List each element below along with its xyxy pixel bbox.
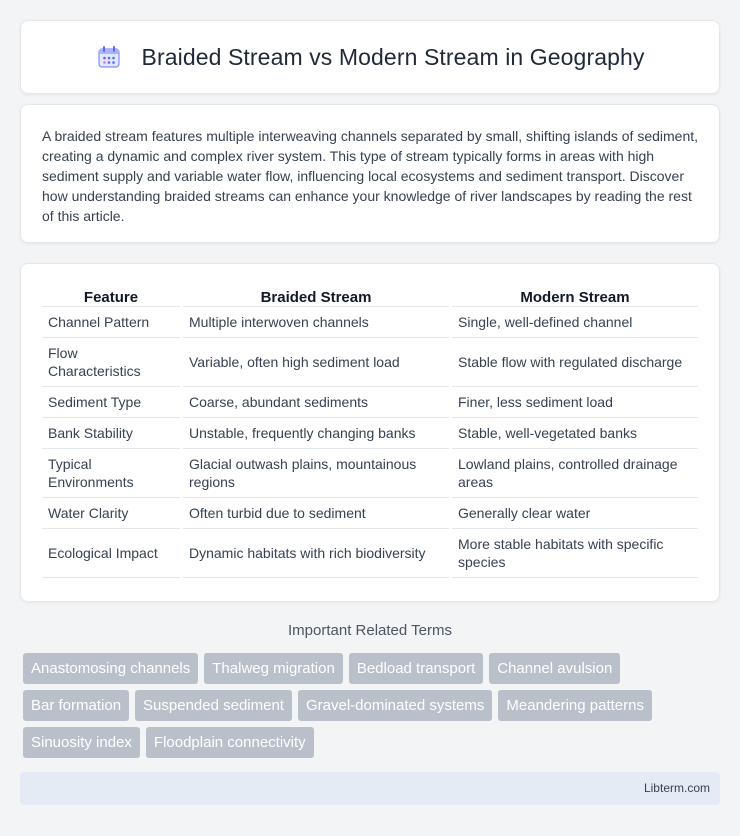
table-cell: Stable flow with regulated discharge bbox=[452, 338, 698, 387]
tag-thalweg-migration[interactable]: Thalweg migration bbox=[204, 653, 343, 684]
table-cell: Generally clear water bbox=[452, 498, 698, 529]
tag-suspended-sediment[interactable]: Suspended sediment bbox=[135, 690, 292, 721]
header-modern-stream: Modern Stream bbox=[452, 285, 698, 307]
table-cell: Water Clarity bbox=[42, 498, 180, 529]
table-cell: Lowland plains, controlled drainage areas bbox=[452, 449, 698, 498]
table-cell: Bank Stability bbox=[42, 418, 180, 449]
header-feature: Feature bbox=[42, 285, 180, 307]
intro-card bbox=[20, 104, 720, 243]
footer-brand-link[interactable]: Libterm.com bbox=[643, 781, 710, 795]
related-terms-list bbox=[23, 653, 723, 764]
comparison-table bbox=[39, 285, 701, 578]
header-braided-stream: Braided Stream bbox=[183, 285, 449, 307]
table-cell: Dynamic habitats with rich biodiversity bbox=[183, 529, 449, 578]
table-cell: Typical Environments bbox=[42, 449, 180, 498]
calendar-icon bbox=[96, 44, 122, 70]
table-row bbox=[42, 387, 698, 418]
tag-bar-formation[interactable]: Bar formation bbox=[23, 690, 129, 721]
table-cell: Glacial outwash plains, mountainous regions bbox=[183, 449, 449, 498]
tag-anastomosing-channels[interactable]: Anastomosing channels bbox=[23, 653, 198, 684]
related-terms-title: Important Related Terms bbox=[288, 622, 452, 639]
tag-channel-avulsion[interactable]: Channel avulsion bbox=[489, 653, 620, 684]
tag-sinuosity-index[interactable]: Sinuosity index bbox=[23, 727, 140, 758]
table-header-row bbox=[42, 285, 698, 307]
table-cell: Ecological Impact bbox=[42, 529, 180, 578]
tag-bedload-transport[interactable]: Bedload transport bbox=[349, 653, 483, 684]
table-row bbox=[42, 498, 698, 529]
page-title: Braided Stream vs Modern Stream in Geography bbox=[141, 43, 645, 70]
tag-meandering-patterns[interactable]: Meandering patterns bbox=[498, 690, 652, 721]
table-row bbox=[42, 307, 698, 338]
table-cell: Multiple interwoven channels bbox=[183, 307, 449, 338]
comparison-card bbox=[20, 263, 720, 602]
table-row bbox=[42, 529, 698, 578]
tag-floodplain-connectivity[interactable]: Floodplain connectivity bbox=[146, 727, 314, 758]
title-card bbox=[20, 20, 720, 94]
table-cell: Single, well-defined channel bbox=[452, 307, 698, 338]
table-cell: Coarse, abundant sediments bbox=[183, 387, 449, 418]
intro-text: A braided stream features multiple interweaving channels separated by small, shifting islands of sediment, creating a dynamic and complex river system. This type of stream typically forms in areas with high sediment supply and variable water flow, influencing local ecosystems and sediment transport. Discover how understanding braided streams can enhance your knowledge of river landscapes by reading the rest of this article. bbox=[42, 128, 699, 224]
table-row bbox=[42, 449, 698, 498]
table-cell: Sediment Type bbox=[42, 387, 180, 418]
tag-gravel-dominated-systems[interactable]: Gravel-dominated systems bbox=[298, 690, 492, 721]
table-cell: Unstable, frequently changing banks bbox=[183, 418, 449, 449]
table-cell: Flow Characteristics bbox=[42, 338, 180, 387]
table-row bbox=[42, 418, 698, 449]
table-cell: Stable, well-vegetated banks bbox=[452, 418, 698, 449]
table-cell: Channel Pattern bbox=[42, 307, 180, 338]
table-cell: Finer, less sediment load bbox=[452, 387, 698, 418]
table-row bbox=[42, 338, 698, 387]
table-cell: More stable habitats with specific species bbox=[452, 529, 698, 578]
footer bbox=[20, 772, 720, 805]
table-cell: Variable, often high sediment load bbox=[183, 338, 449, 387]
table-cell: Often turbid due to sediment bbox=[183, 498, 449, 529]
